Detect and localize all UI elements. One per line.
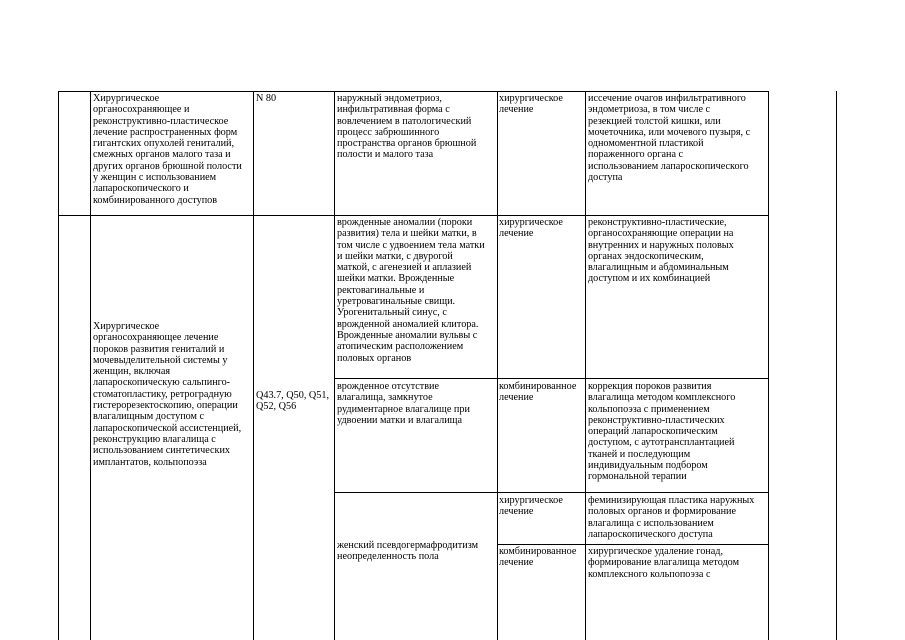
subrow-divider-2 bbox=[334, 492, 768, 493]
subrow-divider-3 bbox=[497, 544, 768, 545]
row2-sub3-model-cell: женский псевдогермафродитизм неопределенность пола bbox=[337, 540, 479, 563]
row2-sub4-description-cell: хирургическое удаление гонад, формирование влагалища методом комплексного кольпопоэза с bbox=[588, 546, 740, 580]
col-line-3 bbox=[334, 91, 335, 640]
col-line-1 bbox=[90, 91, 91, 640]
subrow-divider-1 bbox=[334, 378, 768, 379]
row1-code-cell: N 80 bbox=[256, 93, 277, 104]
row-divider-1 bbox=[58, 215, 768, 216]
row2-method-cell: Хирургическое органосохраняющее лечение пороков развития гениталий и мочевыделительной системы у женщин, включая лапароскопическую сальпинго- стоматопластику, ретроградную гистерорезектоскопию, операции влагалищным доступом с лапароскопической ассистенцией, реконструкцию влагалища с использованием синтетических имплантатов, кольпопоэза bbox=[93, 321, 242, 468]
row2-sub2-treatment-cell: комбинированное лечение bbox=[499, 381, 577, 404]
row1-description-cell: иссечение очагов инфильтративного эндометриоза, в том числе с резекцией толстой кишки, или мочеточника, или мочевого пузыря, с одномоментной пластикой пораженного органа с использованием лапароскопического доступа bbox=[588, 93, 751, 184]
row2-sub3-treatment-cell: хирургическое лечение bbox=[499, 495, 563, 518]
row2-sub4-treatment-cell: комбинированное лечение bbox=[499, 546, 577, 569]
row1-method-cell: Хирургическое органосохраняющее и реконструктивно-пластическое лечение распространенных форм гигантских опухолей гениталий, смежных органов малого таза и других органов брюшной полости у женщин с использованием лапароскопического и комбинированного доступов bbox=[93, 93, 242, 206]
row2-sub2-description-cell: коррекция пороков развития влагалища методом комплексного кольпопоэза с применением реконструктивно-пластических операций лапароскопическим доступом, с аутотрансплантацией тканей и последующим индивидуальным подбором гормональной терапии bbox=[588, 381, 736, 483]
row2-sub3-description-cell: феминизирующая пластика наружных половых органов и формирование влагалища с использованием лапароскопического доступа bbox=[588, 495, 755, 540]
col-line-0 bbox=[58, 91, 59, 640]
row1-treatment-cell: хирургическое лечение bbox=[499, 93, 563, 116]
row2-sub1-model-cell: врожденные аномалии (пороки развития) тела и шейки матки, в том числе с удвоением тела матки и шейки матки, с двурогой маткой, с агенезией и аплазией шейки матки. Врожденные ректовагинальные и уретровагинальные свищи. Урогенитальный синус, с врожденной аномалией клитора. Врожденные аномалии вульвы с атопическим расположением половых органов bbox=[337, 217, 485, 364]
table-border-top bbox=[58, 91, 768, 92]
col-line-6 bbox=[768, 91, 769, 640]
col-line-5 bbox=[585, 91, 586, 640]
row2-code-cell: Q43.7, Q50, Q51, Q52, Q56 bbox=[256, 390, 330, 413]
row1-model-cell: наружный эндометриоз, инфильтративная форма с вовлечением в патологический процесс забрюшинного пространства органов брюшной полости и малого таза bbox=[337, 93, 477, 161]
col-line-7 bbox=[836, 91, 837, 640]
row2-sub2-model-cell: врожденное отсутствие влагалища, замкнутое рудиментарное влагалище при удвоении матки и влагалища bbox=[337, 381, 470, 426]
col-line-4 bbox=[497, 91, 498, 640]
row2-sub1-treatment-cell: хирургическое лечение bbox=[499, 217, 563, 240]
row2-sub1-description-cell: реконструктивно-пластические, органосохраняющие операции на внутренних и наружных половых органах эндоскопическим, влагалищным и абдоминальным доступом и их комбинацией bbox=[588, 217, 734, 285]
